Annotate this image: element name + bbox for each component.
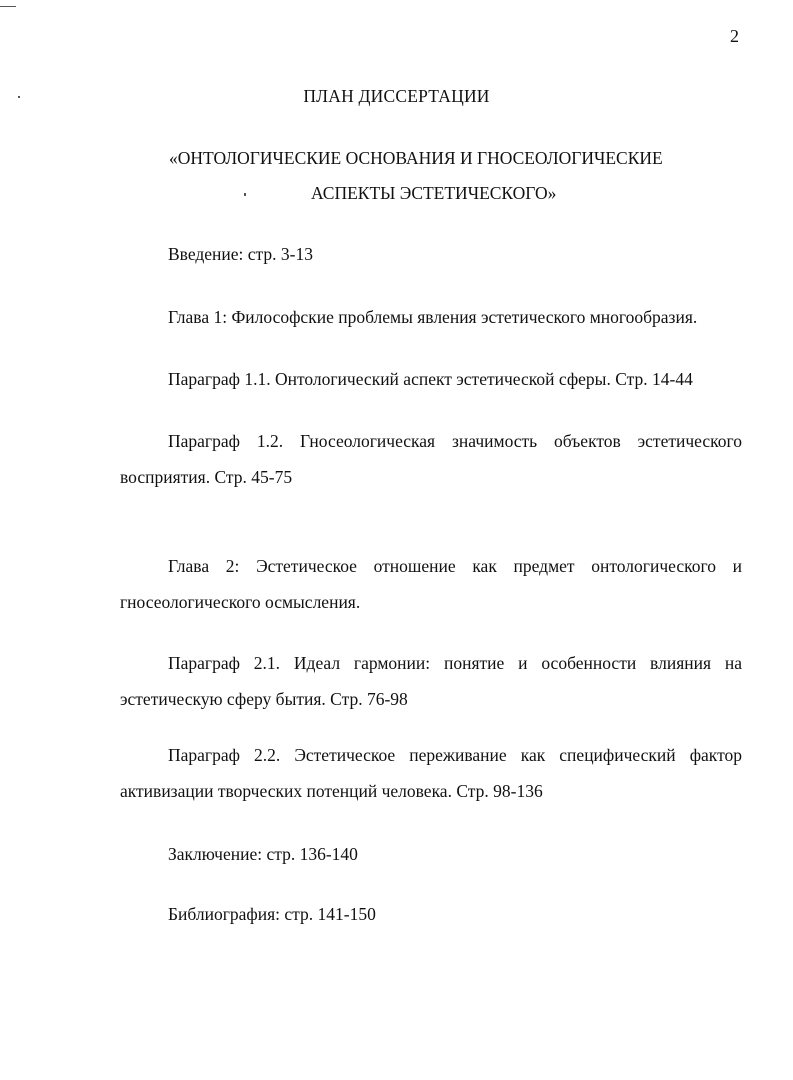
entry-text: Параграф 1.2. Гносеологическая значимость объектов эстетического восприятия. Стр. 45-75 (120, 431, 742, 487)
scan-mark-title-dot (244, 193, 246, 196)
contents-entry-section-1-2 (120, 423, 742, 495)
dissertation-title-line-1: «ОНТОЛОГИЧЕСКИЕ ОСНОВАНИЯ И ГНОСЕОЛОГИЧЕСКИЕ (169, 148, 663, 168)
page-number: 2 (730, 26, 739, 46)
entry-text: Параграф 2.1. Идеал гармонии: понятие и особенности влияния на эстетическую сферу бытия. Стр. 76-98 (120, 653, 742, 709)
contents-entry-introduction (120, 236, 742, 272)
dissertation-title-line-2: АСПЕКТЫ ЭСТЕТИЧЕСКОГО» (311, 183, 557, 203)
contents-entry-section-2-2 (120, 737, 742, 809)
entry-text: Глава 2: Эстетическое отношение как предмет онтологического и гносеологического осмысления. (120, 556, 742, 612)
document-heading: ПЛАН ДИССЕРТАЦИИ (303, 86, 490, 106)
entry-text: Параграф 2.2. Эстетическое переживание как специфический фактор активизации творческих потенций человека. Стр. 98-136 (120, 745, 742, 801)
contents-entry-section-1-1 (120, 361, 742, 397)
entry-text: Библиография: стр. 141-150 (168, 904, 376, 924)
contents-entry-section-2-1 (120, 645, 742, 717)
contents-entry-bibliography (120, 896, 742, 932)
contents-entry-chapter-2 (120, 548, 742, 620)
scan-mark-top-left (0, 6, 16, 7)
contents-entry-conclusion (120, 836, 742, 872)
entry-text: Параграф 1.1. Онтологический аспект эстетической сферы. Стр. 14-44 (168, 369, 693, 389)
contents-entry-chapter-1 (120, 299, 742, 335)
entry-text: Глава 1: Философские проблемы явления эстетического многообразия. (168, 307, 698, 327)
entry-text: Введение: стр. 3-13 (168, 244, 313, 264)
entry-text: Заключение: стр. 136-140 (168, 844, 358, 864)
